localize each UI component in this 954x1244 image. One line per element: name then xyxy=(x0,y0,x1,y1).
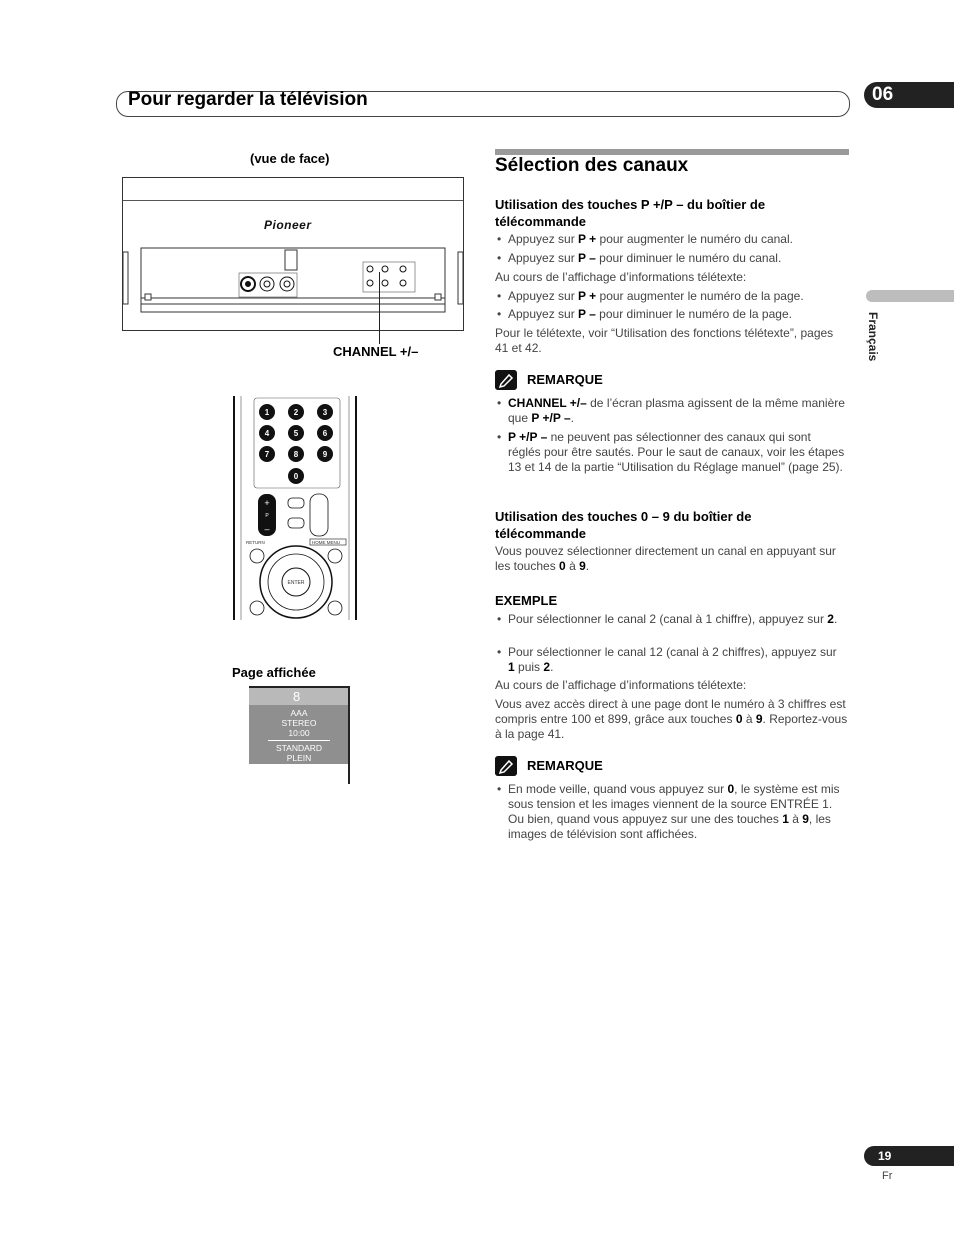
teletext-intro: Au cours de l’affichage d’informations télétexte: xyxy=(495,270,747,284)
home-menu-label: HOME MENU xyxy=(312,540,340,545)
osd-line-4: STANDARD xyxy=(275,743,323,753)
note-bullet-skip: • P +/P – ne peuvent pas sélectionner des canaux qui sont réglés pour être sautés. Pour le saut de canaux, voir les étapes 13 et 14 de la partie “Utilisation du Réglage manuel” (page 25). xyxy=(495,430,845,475)
p-key-label: P xyxy=(265,513,269,519)
front-controls-drawing xyxy=(123,238,463,330)
note-icon xyxy=(495,370,517,390)
screen-frame-top xyxy=(249,686,349,688)
remote-key-label-8: 8 xyxy=(293,450,299,459)
front-view-caption: (vue de face) xyxy=(250,151,330,166)
bullet-p-minus-page: • Appuyez sur P – pour diminuer le numéro de la page. xyxy=(495,307,845,322)
page-display-caption: Page affichée xyxy=(232,665,316,680)
language-label: Français xyxy=(866,312,880,362)
channel-callout-line xyxy=(379,272,380,344)
svg-text:–: – xyxy=(264,524,270,534)
language-tab xyxy=(866,290,954,302)
remote-key-label-0: 0 xyxy=(293,472,299,481)
teletext-reference: Pour le télétexte, voir “Utilisation des fonctions télétexte”, pages 41 et 42. xyxy=(495,326,834,355)
note-label-2: REMARQUE xyxy=(527,758,603,773)
panel-divider xyxy=(123,200,463,201)
remote-key-label-4: 4 xyxy=(264,429,270,438)
remote-key-label-2: 2 xyxy=(293,408,299,417)
example-bullet-one-digit: • Pour sélectionner le canal 2 (canal à 1 chiffre), appuyez sur 2. xyxy=(495,612,845,627)
remote-key-label-7: 7 xyxy=(264,450,270,459)
osd-divider xyxy=(268,740,330,741)
direct-select-text: Vous pouvez sélectionner directement un canal en appuyant sur les touches 0 à 9. xyxy=(495,544,836,573)
example-label: EXEMPLE xyxy=(495,593,558,608)
pioneer-logo: Pioneer xyxy=(264,218,312,232)
section-title: Sélection des canaux xyxy=(495,155,689,176)
chapter-number: 06 xyxy=(864,82,954,108)
note-icon-2 xyxy=(495,756,517,776)
teletext-intro-2: Au cours de l’affichage d’informations télétexte: xyxy=(495,678,747,692)
remote-key-label-5: 5 xyxy=(293,429,299,438)
page-number: 19 xyxy=(864,1146,954,1166)
note-bullet-standby: • En mode veille, quand vous appuyez sur 0, le système est mis sous tension et les images viennent de la source ENTRÉE 1. Ou bien, quand vous appuyez sur une des touches 1 à 9, les images de télévision sont affichées. xyxy=(495,782,845,842)
remote-key-label-3: 3 xyxy=(322,408,328,417)
bullet-p-plus-channel: • Appuyez sur P + pour augmenter le numéro du canal. xyxy=(495,232,845,247)
example-bullet-two-digit: • Pour sélectionner le canal 12 (canal à 2 chiffres), appuyez sur 1 puis 2. xyxy=(495,645,845,675)
remote-control xyxy=(232,396,360,622)
bullet-p-minus-channel: • Appuyez sur P – pour diminuer le numéro du canal. xyxy=(495,251,845,266)
bullet-p-plus-page: • Appuyez sur P + pour augmenter le numéro de la page. xyxy=(495,289,845,304)
direct-access-text: Vous avez accès direct à une page dont le numéro à 3 chiffres est compris entre 100 et 899, grâce aux touches 0 à 9. Reportez-vous à la page 41. xyxy=(495,697,848,741)
enter-label: ENTER xyxy=(287,580,305,586)
subheading-number-keys: Utilisation des touches 0 – 9 du boîtier de télécommande xyxy=(495,509,752,541)
screen-frame-right xyxy=(348,686,350,784)
remote-key-label-1: 1 xyxy=(264,408,270,417)
osd-line-5: PLEIN xyxy=(286,753,312,763)
osd-line-1: AAA xyxy=(290,708,308,718)
subheading-p-keys: Utilisation des touches P +/P – du boîtier de télécommande xyxy=(495,197,766,229)
osd-channel-number: 8 xyxy=(249,688,349,705)
return-label: RETURN xyxy=(246,540,265,545)
osd-line-3: 10:00 xyxy=(288,728,310,738)
svg-text:+: + xyxy=(264,498,270,508)
note-label: REMARQUE xyxy=(527,372,603,387)
page-language-code: Fr xyxy=(882,1170,893,1182)
osd-info-box xyxy=(249,705,349,764)
osd-line-2: STEREO xyxy=(281,718,317,728)
remote-key-label-9: 9 xyxy=(322,450,328,459)
remote-key-label-6: 6 xyxy=(322,429,328,438)
channel-callout-label: CHANNEL +/– xyxy=(333,344,419,359)
page-title: Pour regarder la télévision xyxy=(128,89,368,110)
note-bullet-channel: • CHANNEL +/– de l’écran plasma agissent de la même manière que P +/P –. xyxy=(495,396,845,426)
